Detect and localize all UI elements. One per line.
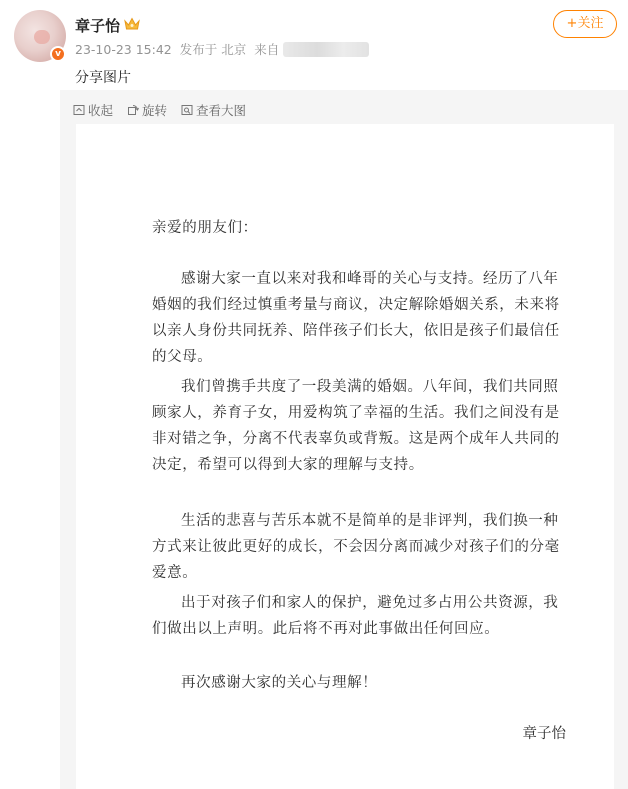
letter-paragraph: 我们曾携手共度了一段美满的婚姻。八年间，我们共同照顾家人，养育子女，用爱构筑了幸福的生活。我们之间没有是非对错之争，分离不代表辜负或背叛。这是两个成年人共同的决定，希望可以得到大家的理解与支持。	[152, 379, 560, 473]
author-name[interactable]: 章子怡	[75, 17, 121, 35]
post-source-blurred	[283, 42, 369, 57]
avatar-photo	[34, 30, 50, 44]
crown-icon[interactable]	[124, 17, 140, 31]
rotate-button[interactable]	[127, 101, 167, 119]
follow-button[interactable]: +关注	[553, 10, 617, 38]
view-large-button[interactable]	[181, 101, 246, 119]
verified-v-icon: v	[50, 46, 66, 62]
view-large-label: 查看大图	[196, 103, 247, 118]
rotate-icon	[127, 104, 139, 116]
collapse-icon	[73, 104, 85, 116]
magnify-icon	[181, 104, 193, 116]
image-toolbar	[73, 101, 246, 119]
letter-paragraph: 出于对孩子们和家人的保护，避免过多占用公共资源，我们做出以上声明。此后将不再对此事做出任何回应。	[152, 595, 559, 637]
letter-greeting: 亲爱的朋友们：	[152, 220, 258, 236]
post-location: 发布于 北京	[179, 42, 247, 57]
collapse-label: 收起	[88, 103, 114, 118]
post-timestamp[interactable]: 23-10-23 15:42	[75, 42, 172, 57]
post-source-label: 来自	[254, 42, 280, 57]
letter-signature: 章子怡	[522, 726, 566, 742]
letter-paragraph: 再次感谢大家的关心与理解！	[181, 675, 378, 691]
post-text: 分享图片	[75, 70, 131, 86]
rotate-label: 旋转	[142, 103, 168, 118]
statement-image[interactable]	[76, 124, 614, 789]
collapse-button[interactable]	[73, 101, 113, 119]
letter-paragraph: 生活的悲喜与苦乐本就不是简单的是非评判，我们换一种方式来让彼此更好的成长，不会因分离而减少对孩子们的分毫爱意。	[152, 513, 560, 581]
letter-paragraph: 感谢大家一直以来对我和峰哥的关心与支持。经历了八年婚姻的我们经过慎重考量与商议，决定解除婚姻关系，未来将以亲人身份共同抚养、陪伴孩子们长大，依旧是孩子们最信任的父母。	[152, 271, 560, 365]
post-meta	[75, 40, 373, 58]
